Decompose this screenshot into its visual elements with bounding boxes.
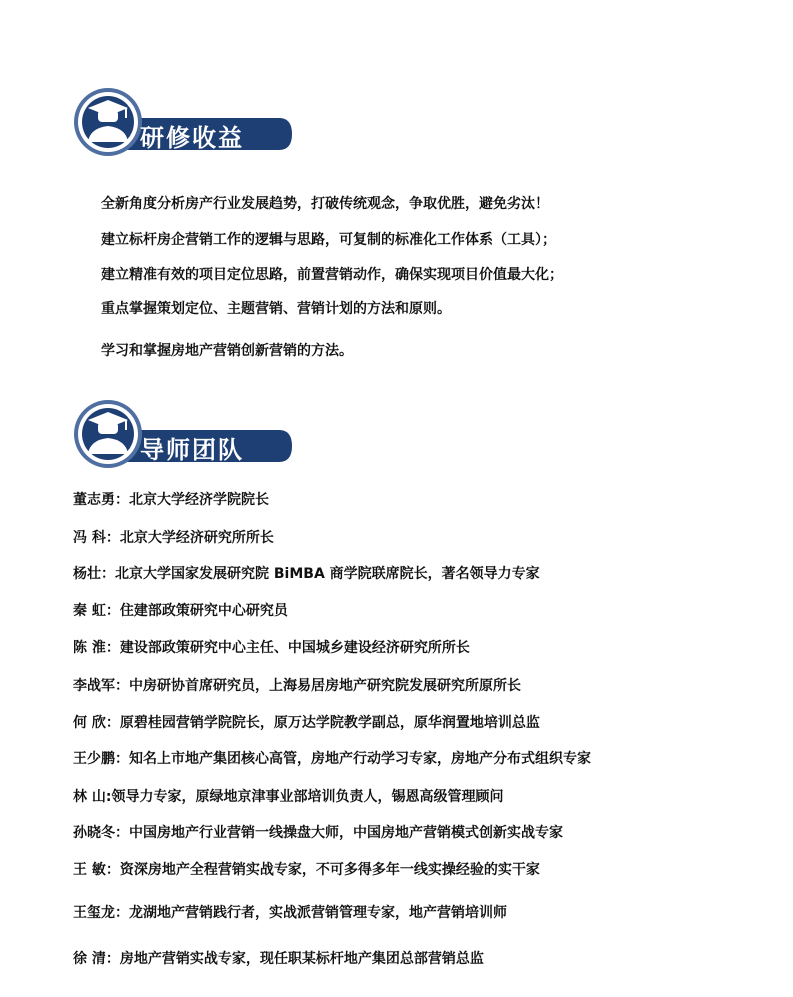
benefit-item: 重点掌握策划定位、主题营销、营销计划的方法和原则。	[101, 301, 451, 317]
mentor-name: 李战军：	[73, 678, 129, 694]
mentor-desc: 北京大学国家发展研究院 BiMBA 商学院联席院长，著名领导力专家	[115, 566, 540, 582]
mentor-name: 林 山:	[73, 789, 112, 805]
mentor-item	[73, 563, 540, 583]
mentor-item	[73, 712, 540, 732]
mentor-name: 董志勇：	[73, 492, 129, 508]
mentor-desc: 建设部政策研究中心主任、中国城乡建设经济研究所所长	[119, 640, 470, 656]
mentor-desc: 北京大学经济研究所所长	[119, 530, 274, 546]
benefit-item: 全新角度分析房产行业发展趋势，打破传统观念，争取优胜，避免劣汰！	[101, 196, 549, 212]
mentor-desc: 资深房地产全程营销实战专家，不可多得多年一线实操经验的实干家	[119, 862, 540, 878]
mentor-desc: 领导力专家，原绿地京津事业部培训负责人，锡恩高级管理顾问	[111, 789, 504, 805]
mentor-desc: 中房研协首席研究员，上海易居房地产研究院发展研究所原所长	[129, 678, 521, 694]
mentor-item	[73, 527, 274, 547]
mentor-item	[73, 822, 563, 842]
mentor-desc: 住建部政策研究中心研究员	[119, 603, 288, 619]
mentor-item	[73, 489, 269, 509]
mentor-name: 陈 淮：	[73, 640, 120, 656]
mentor-name: 何 欣：	[73, 715, 120, 731]
section-title: 导师团队	[140, 435, 244, 464]
mentor-item	[73, 948, 484, 968]
benefit-item: 学习和掌握房地产营销创新营销的方法。	[101, 343, 353, 359]
mentor-desc: 知名上市地产集团核心高管，房地产行动学习专家，房地产分布式组织专家	[129, 751, 591, 767]
benefit-item: 建立精准有效的项目定位思路，前置营销动作，确保实现项目价值最大化；	[101, 267, 563, 283]
mentor-name: 王 敏：	[73, 862, 120, 878]
mentor-item	[73, 859, 540, 879]
mentor-name: 冯 科：	[73, 530, 120, 546]
mentor-item	[73, 600, 288, 620]
mentor-item	[73, 902, 507, 922]
mentor-item	[73, 675, 521, 695]
mentor-item	[73, 786, 503, 806]
benefit-item: 建立标杆房企营销工作的逻辑与思路，可复制的标准化工作体系（工具）；	[101, 232, 556, 248]
mentor-item	[73, 748, 591, 768]
mentor-name: 杨壮：	[73, 566, 115, 582]
section-title: 研修收益	[140, 123, 244, 152]
mentor-name: 徐 清：	[73, 951, 120, 967]
mentor-desc: 中国房地产行业营销一线操盘大师，中国房地产营销模式创新实战专家	[129, 825, 563, 841]
mentor-name: 王少鹏：	[73, 751, 129, 767]
mentor-name: 孙晓冬：	[73, 825, 129, 841]
section-header-team	[74, 398, 294, 474]
mentor-name: 王玺龙：	[73, 905, 129, 921]
mentor-desc: 原碧桂园营销学院院长，原万达学院教学副总，原华润置地培训总监	[119, 715, 540, 731]
mentor-desc: 房地产营销实战专家，现任职某标杆地产集团总部营销总监	[119, 951, 484, 967]
mentor-name: 秦 虹：	[73, 603, 120, 619]
mentor-item	[73, 637, 470, 657]
mentor-desc: 北京大学经济学院院长	[129, 492, 269, 508]
section-header-benefits	[74, 86, 294, 162]
mentor-desc: 龙湖地产营销践行者，实战派营销管理专家，地产营销培训师	[129, 905, 507, 921]
